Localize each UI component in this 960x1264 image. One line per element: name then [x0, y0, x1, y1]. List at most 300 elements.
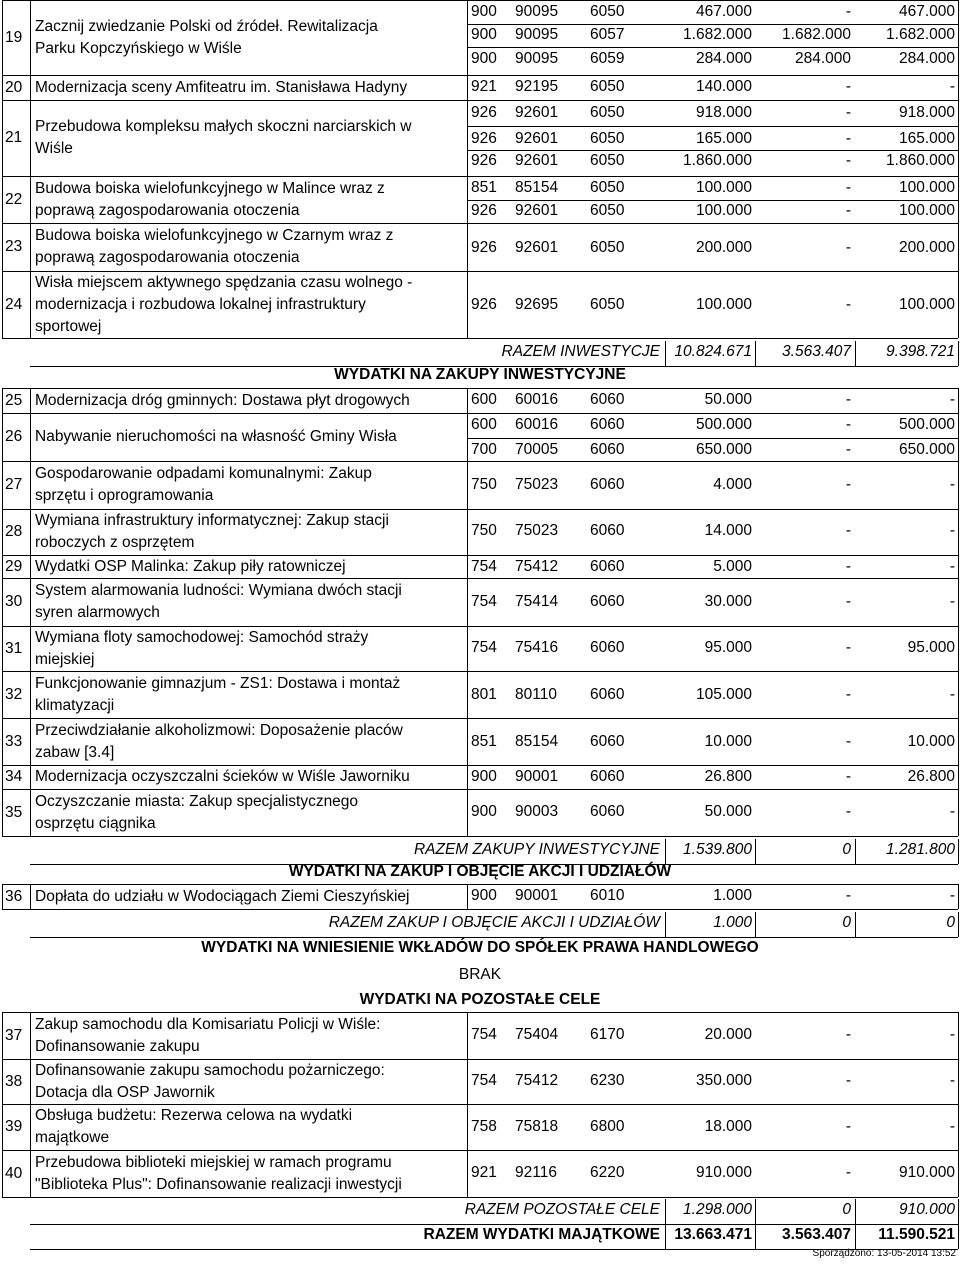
total-label: RAZEM POZOSTAŁE CELE — [464, 1201, 660, 1218]
total-value: 11.590.521 — [878, 1226, 955, 1243]
row-title-line: System alarmowania ludności: Wymiana dwóch stacji — [35, 582, 402, 599]
grid-line-v — [958, 100, 959, 176]
row-title-line: Przeciwdziałanie alkoholizmowi: Doposażenie placów — [35, 721, 403, 739]
grid-line-v — [30, 555, 31, 578]
cell-code: 92195 — [515, 78, 559, 95]
total-label: RAZEM WYDATKI MAJĄTKOWE — [423, 1226, 660, 1243]
cell-code: 926 — [471, 152, 497, 169]
row-title-line: poprawą zagospodarowania otoczenia — [35, 201, 300, 219]
grid-line-h — [2, 884, 958, 885]
cell-amount: 650.000 — [695, 441, 752, 458]
cell-amount: 14.000 — [704, 522, 752, 539]
row-number: 32 — [5, 685, 23, 703]
cell-code: 754 — [471, 593, 497, 610]
grid-line-v — [958, 765, 959, 789]
cell-amount: 100.000 — [898, 296, 955, 313]
grid-line-v — [30, 789, 31, 836]
cell-code: 75818 — [515, 1118, 559, 1135]
cell-code: 6050 — [590, 179, 625, 196]
cell-code: 700 — [471, 441, 497, 458]
row-title-line: Funkcjonowanie gimnazjum - ZS1: Dostawa i montaż — [35, 674, 401, 692]
total-value: 13.663.471 — [674, 1226, 752, 1243]
row-number: 20 — [5, 78, 23, 96]
cell-code: 900 — [471, 3, 497, 20]
cell-amount: 350.000 — [695, 1072, 752, 1089]
section-header: WYDATKI NA POZOSTAŁE CELE — [359, 991, 601, 1008]
grid-line-h — [2, 338, 958, 339]
row-title-line: Budowa boiska wielofunkcyjnego w Malince wraz z — [35, 179, 385, 197]
cell-code: 754 — [471, 1072, 497, 1089]
grid-line-h — [2, 461, 958, 462]
row-title-line: miejskiej — [35, 650, 95, 668]
grid-line-v — [467, 75, 468, 100]
total-value: 0 — [946, 914, 955, 931]
grid-line-v — [2, 884, 3, 909]
total-value: 9.398.721 — [886, 343, 955, 360]
grid-line-v — [755, 839, 756, 864]
row-title-line: roboczych z osprzętem — [35, 534, 195, 551]
cell-code: 90001 — [515, 768, 559, 785]
grid-line-v — [2, 718, 3, 765]
cell-amount: 500.000 — [898, 416, 955, 433]
grid-line-v — [2, 388, 3, 413]
cell-amount: - — [845, 3, 851, 20]
grid-line-v — [2, 1059, 3, 1104]
cell-code: 921 — [471, 1164, 497, 1181]
grid-line-v — [958, 223, 959, 271]
cell-code: 926 — [471, 239, 497, 256]
cell-amount: - — [845, 558, 851, 575]
grid-line-h — [2, 75, 958, 76]
grid-line-v — [958, 271, 959, 338]
row-title-line: "Biblioteka Plus": Dofinansowanie realizacji inwestycji — [35, 1175, 402, 1193]
grid-line-v — [958, 341, 959, 366]
grid-line-v — [755, 1199, 756, 1224]
cell-amount: - — [949, 522, 955, 539]
cell-amount: - — [949, 476, 955, 493]
row-number: 22 — [5, 190, 23, 208]
grid-line-h — [30, 1224, 958, 1225]
cell-code: 90095 — [515, 3, 559, 20]
row-number: 34 — [5, 768, 23, 785]
cell-amount: - — [949, 558, 955, 575]
grid-line-h — [30, 937, 958, 938]
cell-code: 851 — [471, 179, 497, 196]
row-number: 27 — [5, 476, 23, 493]
cell-amount: - — [845, 768, 851, 785]
cell-code: 75023 — [515, 476, 559, 493]
row-title-line: Przebudowa kompleksu małych skoczni narciarskich w — [35, 118, 412, 135]
cell-amount: - — [845, 179, 851, 196]
grid-line-h — [2, 555, 958, 556]
cell-amount: - — [845, 686, 851, 703]
cell-amount: 95.000 — [704, 639, 752, 656]
grid-line-v — [958, 789, 959, 836]
cell-amount: 105.000 — [695, 686, 752, 703]
grid-line-v — [2, 75, 3, 100]
cell-code: 6060 — [590, 803, 625, 820]
cell-code: 6050 — [590, 296, 625, 313]
cell-amount: - — [845, 1118, 851, 1135]
grid-line-v — [467, 671, 468, 718]
grid-line-h — [2, 836, 958, 837]
cell-amount: - — [845, 391, 851, 408]
cell-amount: 100.000 — [695, 296, 752, 313]
row-title-line: osprzętu ciągnika — [35, 814, 156, 832]
total-value: 10.824.671 — [674, 343, 752, 360]
grid-line-v — [958, 461, 959, 509]
cell-amount: - — [949, 1072, 955, 1089]
cell-code: 6050 — [590, 3, 625, 20]
grid-line-v — [30, 578, 31, 626]
grid-line-h — [2, 671, 958, 672]
cell-amount: 467.000 — [898, 3, 955, 20]
cell-amount: 1.860.000 — [886, 152, 955, 169]
grid-line-v — [958, 839, 959, 864]
row-number: 23 — [5, 238, 23, 255]
cell-amount: 10.000 — [704, 733, 752, 750]
cell-amount: 100.000 — [898, 202, 955, 219]
section-header: WYDATKI NA ZAKUPY INWESTYCYJNE — [334, 366, 626, 383]
grid-line-v — [958, 1012, 959, 1059]
cell-code: 6050 — [590, 130, 625, 147]
total-value: 3.563.407 — [782, 1226, 851, 1243]
grid-line-v — [665, 839, 666, 864]
grid-line-v — [467, 555, 468, 578]
row-number: 21 — [5, 129, 23, 146]
row-number: 36 — [5, 887, 23, 905]
grid-line-v — [2, 1150, 3, 1197]
grid-line-v — [855, 912, 856, 937]
cell-amount: - — [845, 733, 851, 750]
grid-line-v — [958, 671, 959, 718]
grid-line-v — [467, 461, 468, 509]
grid-line-v — [467, 789, 468, 836]
cell-code: 6060 — [590, 522, 625, 539]
row-title-line: Gospodarowanie odpadami komunalnymi: Zakup — [35, 465, 372, 482]
row-number: 25 — [5, 391, 23, 409]
section-header: WYDATKI NA ZAKUP I OBJĘCIE AKCJI I UDZIAŁÓW — [288, 863, 672, 880]
grid-line-v — [958, 912, 959, 937]
grid-line-v — [2, 461, 3, 509]
cell-code: 92695 — [515, 296, 559, 313]
row-number: 31 — [5, 639, 23, 657]
grid-line-h — [2, 176, 958, 177]
cell-amount: - — [845, 130, 851, 147]
total-value: 0 — [842, 914, 851, 931]
grid-line-v — [30, 1012, 31, 1059]
cell-amount: 165.000 — [898, 130, 955, 147]
cell-code: 600 — [471, 391, 497, 408]
grid-line-v — [958, 555, 959, 578]
cell-code: 6800 — [590, 1118, 625, 1135]
total-label: RAZEM INWESTYCJE — [501, 343, 660, 360]
cell-amount: 1.860.000 — [683, 152, 752, 169]
grid-line-v — [665, 341, 666, 366]
grid-line-v — [958, 75, 959, 100]
grid-line-v — [30, 626, 31, 671]
grid-line-v — [467, 765, 468, 789]
row-number: 33 — [5, 732, 23, 750]
cell-amount: 18.000 — [704, 1118, 752, 1135]
grid-line-v — [30, 765, 31, 789]
cell-code: 75416 — [515, 639, 559, 656]
cell-amount: - — [845, 803, 851, 820]
footer-timestamp: Sporządzono: 13-05-2014 13:52 — [812, 1248, 956, 1259]
cell-code: 921 — [471, 78, 497, 95]
cell-code: 750 — [471, 476, 497, 493]
cell-code: 750 — [471, 522, 497, 539]
row-title-line: syren alarmowych — [35, 604, 160, 621]
cell-amount: 26.800 — [907, 768, 955, 785]
cell-code: 6060 — [590, 593, 625, 610]
grid-line-v — [2, 176, 3, 223]
cell-code: 801 — [471, 686, 497, 703]
cell-amount: 95.000 — [907, 639, 955, 656]
grid-line-v — [2, 789, 3, 836]
cell-code: 900 — [471, 768, 497, 785]
cell-code: 754 — [471, 558, 497, 575]
grid-line-v — [2, 671, 3, 718]
cell-amount: 50.000 — [704, 803, 752, 820]
cell-amount: - — [949, 78, 955, 95]
cell-code: 6050 — [590, 152, 625, 169]
cell-code: 754 — [471, 639, 497, 656]
grid-line-v — [467, 718, 468, 765]
cell-code: 900 — [471, 50, 497, 67]
grid-line-v — [30, 718, 31, 765]
cell-code: 6059 — [590, 50, 625, 67]
row-title-line: Zacznij zwiedzanie Polski od źródeł. Rewitalizacja — [35, 17, 378, 35]
cell-amount: 20.000 — [704, 1026, 752, 1043]
cell-amount: 140.000 — [695, 78, 752, 95]
cell-amount: - — [845, 296, 851, 313]
total-value: 1.281.800 — [886, 841, 955, 858]
row-title-line: klimatyzacji — [35, 696, 115, 714]
cell-code: 92116 — [515, 1164, 557, 1181]
row-title-line: Wymiana infrastruktury informatycznej: Zakup stacji — [35, 512, 389, 529]
cell-code: 75023 — [515, 522, 559, 539]
cell-amount: 284.000 — [794, 50, 851, 67]
brak-label: BRAK — [458, 966, 502, 983]
cell-amount: 910.000 — [898, 1164, 955, 1181]
grid-line-v — [30, 1104, 31, 1150]
cell-code: 600 — [471, 416, 497, 433]
cell-code: 90095 — [515, 50, 559, 67]
row-title-line: Wisła miejscem aktywnego spędzania czasu wolnego - — [35, 273, 413, 291]
cell-code: 70005 — [515, 441, 559, 458]
cell-amount: - — [845, 78, 851, 95]
grid-line-v — [958, 1199, 959, 1224]
cell-amount: 284.000 — [898, 50, 955, 67]
grid-line-h — [2, 388, 958, 389]
cell-code: 80110 — [515, 686, 557, 703]
cell-amount: 284.000 — [695, 50, 752, 67]
cell-code: 85154 — [515, 733, 559, 750]
cell-code: 6060 — [590, 441, 625, 458]
grid-line-h — [2, 223, 958, 224]
grid-line-v — [958, 718, 959, 765]
grid-line-v — [2, 509, 3, 555]
row-number: 29 — [5, 557, 23, 575]
row-number: 30 — [5, 593, 23, 610]
cell-code: 75404 — [515, 1026, 559, 1043]
grid-line-v — [958, 413, 959, 461]
row-title-line: Modernizacja dróg gminnych: Dostawa płyt drogowych — [35, 391, 410, 409]
grid-line-v — [958, 1059, 959, 1104]
cell-amount: 4.000 — [713, 476, 752, 493]
row-number: 19 — [5, 28, 23, 46]
grid-line-v — [958, 1224, 959, 1249]
row-title-line: Dofinansowanie zakupu — [35, 1037, 200, 1055]
total-value: 1.539.800 — [683, 841, 752, 858]
total-value: 0 — [842, 841, 851, 858]
row-title-line: Modernizacja sceny Amfiteatru im. Stanisława Hadyny — [35, 78, 408, 96]
row-title-line: Przebudowa biblioteki miejskiej w ramach programu — [35, 1153, 392, 1171]
cell-code: 92601 — [515, 239, 559, 256]
cell-code: 6060 — [590, 558, 625, 575]
cell-amount: 918.000 — [898, 104, 955, 121]
grid-line-h — [2, 1012, 958, 1013]
row-title-line: Modernizacja oczyszczalni ścieków w Wiśle Jaworniku — [35, 768, 410, 785]
grid-line-h — [2, 1059, 958, 1060]
grid-line-h — [2, 100, 958, 101]
row-title-line: zabaw [3.4] — [35, 743, 115, 761]
row-title-line: sprzętu i oprogramowania — [35, 487, 214, 504]
grid-line-v — [30, 1150, 31, 1197]
grid-line-v — [467, 223, 468, 271]
grid-line-v — [958, 1104, 959, 1150]
cell-code: 92601 — [515, 202, 559, 219]
row-title-line: Budowa boiska wielofunkcyjnego w Czarnym wraz z — [35, 227, 394, 244]
grid-line-v — [467, 578, 468, 626]
grid-line-h — [2, 509, 958, 510]
section-header: WYDATKI NA WNIESIENIE WKŁADÓW DO SPÓŁEK PRAWA HANDLOWEGO — [201, 939, 759, 956]
grid-line-v — [2, 765, 3, 789]
row-title-line: Oczyszczanie miasta: Zakup specjalistycznego — [35, 792, 359, 810]
total-value: 1.000 — [713, 914, 752, 931]
cell-amount: 910.000 — [695, 1164, 752, 1181]
grid-line-v — [958, 1150, 959, 1197]
cell-code: 926 — [471, 130, 497, 147]
cell-amount: - — [949, 803, 955, 820]
grid-line-h — [2, 789, 958, 790]
cell-amount: 200.000 — [695, 239, 752, 256]
grid-line-v — [958, 578, 959, 626]
grid-line-v — [2, 626, 3, 671]
grid-line-v — [958, 176, 959, 223]
grid-line-v — [2, 413, 3, 461]
grid-line-v — [755, 912, 756, 937]
cell-amount: 100.000 — [695, 179, 752, 196]
cell-code: 6060 — [590, 733, 625, 750]
cell-code: 900 — [471, 26, 497, 43]
cell-code: 6060 — [590, 686, 625, 703]
cell-code: 90003 — [515, 803, 559, 820]
cell-amount: 1.682.000 — [782, 26, 851, 43]
cell-amount: 50.000 — [704, 391, 752, 408]
cell-amount: - — [845, 441, 851, 458]
row-number: 35 — [5, 803, 23, 821]
cell-code: 900 — [471, 803, 497, 820]
cell-amount: - — [949, 593, 955, 610]
grid-line-v — [2, 223, 3, 271]
row-title-line: Nabywanie nieruchomości na własność Gminy Wisła — [35, 428, 397, 445]
grid-line-v — [467, 1059, 468, 1104]
cell-code: 92601 — [515, 152, 559, 169]
grid-line-h — [2, 718, 958, 719]
cell-code: 75412 — [515, 1072, 559, 1089]
grid-line-h — [467, 126, 958, 127]
cell-amount: - — [949, 887, 955, 904]
grid-line-v — [755, 341, 756, 366]
cell-code: 90095 — [515, 26, 559, 43]
grid-line-v — [958, 626, 959, 671]
grid-line-v — [2, 1104, 3, 1150]
row-title-line: Wymiana floty samochodowej: Samochód straży — [35, 628, 369, 646]
total-value: 3.563.407 — [782, 343, 851, 360]
grid-line-v — [30, 75, 31, 100]
cell-code: 85154 — [515, 179, 559, 196]
cell-code: 754 — [471, 1026, 497, 1043]
grid-line-v — [2, 271, 3, 338]
row-number: 28 — [5, 523, 23, 540]
cell-code: 6050 — [590, 239, 625, 256]
row-title-line: sportowej — [35, 317, 102, 335]
grid-line-v — [855, 1199, 856, 1224]
cell-amount: 467.000 — [695, 3, 752, 20]
row-title-line: Wydatki OSP Malinka: Zakup piły ratowniczej — [35, 557, 346, 575]
cell-amount: - — [845, 1072, 851, 1089]
grid-line-v — [30, 884, 31, 909]
cell-code: 6010 — [590, 887, 625, 904]
grid-line-h — [2, 578, 958, 579]
grid-line-v — [30, 271, 31, 338]
cell-code: 926 — [471, 104, 497, 121]
cell-amount: 650.000 — [898, 441, 955, 458]
cell-code: 6170 — [590, 1026, 625, 1043]
cell-code: 90001 — [515, 887, 559, 904]
cell-amount: 200.000 — [898, 239, 955, 256]
grid-line-h — [2, 271, 958, 272]
cell-amount: 10.000 — [907, 733, 955, 750]
cell-code: 900 — [471, 887, 497, 904]
cell-amount: 26.800 — [704, 768, 752, 785]
grid-line-v — [855, 1224, 856, 1249]
row-number: 24 — [5, 295, 23, 313]
grid-line-v — [30, 671, 31, 718]
grid-line-h — [2, 765, 958, 766]
row-title-line: Obsługa budżetu: Rezerwa celowa na wydatki — [35, 1107, 353, 1124]
grid-line-v — [30, 223, 31, 271]
cell-amount: - — [845, 522, 851, 539]
cell-code: 75414 — [515, 593, 559, 610]
row-title-line: Dopłata do udziału w Wodociągach Ziemi Cieszyńskiej — [35, 887, 410, 905]
total-label: RAZEM ZAKUPY INWESTYCYJNE — [413, 841, 660, 858]
grid-line-h — [467, 200, 958, 201]
grid-line-h — [467, 24, 958, 25]
row-title-line: Dofinansowanie zakupu samochodu pożarniczego: — [35, 1061, 385, 1079]
grid-line-v — [467, 388, 468, 413]
cell-code: 92601 — [515, 130, 559, 147]
total-value: 910.000 — [898, 1201, 955, 1218]
row-title-line: Parku Kopczyńskiego w Wiśle — [35, 39, 242, 57]
cell-code: 6060 — [590, 768, 625, 785]
cell-amount: - — [845, 1164, 851, 1181]
cell-code: 6050 — [590, 104, 625, 121]
cell-amount: - — [845, 593, 851, 610]
grid-line-v — [30, 176, 31, 223]
